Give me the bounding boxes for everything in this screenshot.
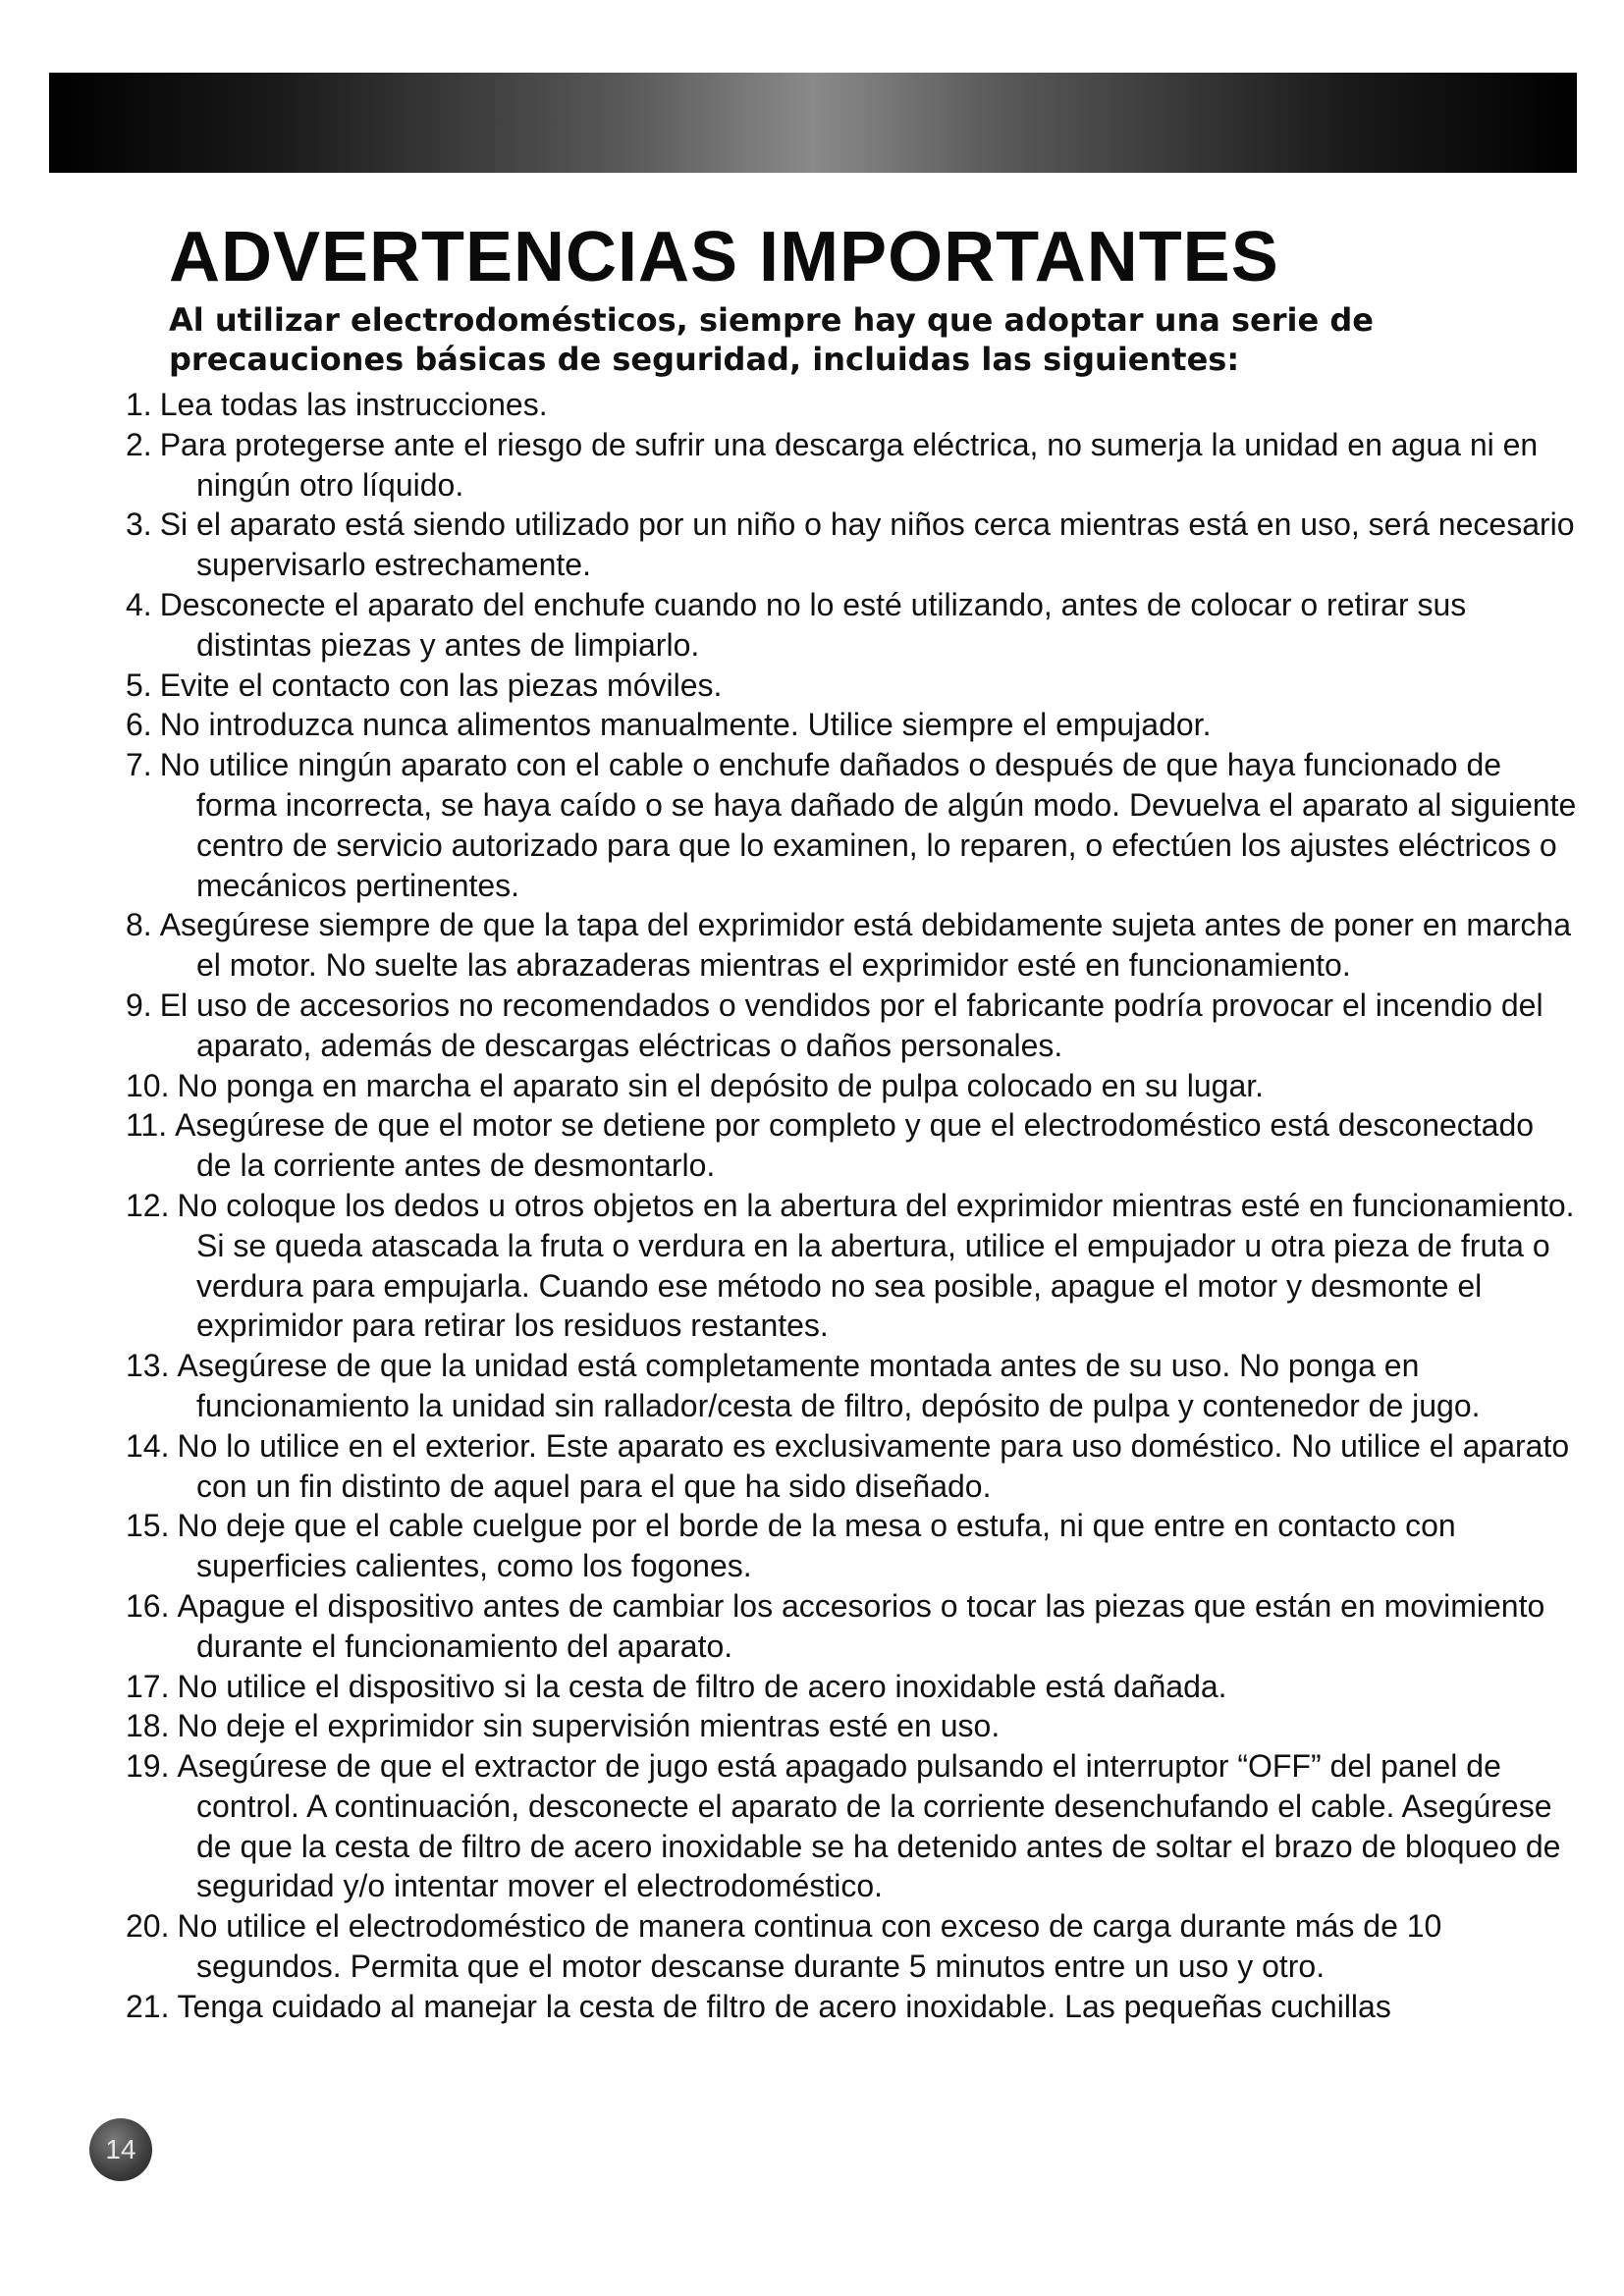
- item-text: No utilice ningún aparato con el cable o enchufe dañados o después de que haya funcionado de forma incorrecta, se haya caído o se haya dañado de algún modo. Devuelva el aparato al siguiente centro de servicio autorizado para que lo examinen, lo reparen, o efectúen los ajustes eléctricos o mecánicos pertinentes.: [159, 747, 1577, 903]
- item-text: Tenga cuidado al manejar la cesta de filtro de acero inoxidable. Las pequeñas cuchillas: [177, 1988, 1391, 2024]
- list-item: [126, 1105, 1577, 1186]
- list-item: [126, 1346, 1577, 1426]
- item-text: No deje el exprimidor sin supervisión mientras esté en uso.: [177, 1708, 1001, 1744]
- item-number: 18.: [126, 1708, 170, 1744]
- list-item: [126, 905, 1577, 986]
- item-number: 5.: [126, 667, 152, 703]
- item-number: 4.: [126, 586, 152, 622]
- item-text: Asegúrese de que la unidad está completamente montada antes de su uso. No ponga en funcionamiento la unidad sin rallador/cesta de filtro, depósito de pulpa y contenedor de jugo.: [177, 1348, 1481, 1423]
- list-item: [126, 1586, 1577, 1667]
- item-text: No coloque los dedos u otros objetos en la abertura del exprimidor mientras esté en funcionamiento. Si se queda atascada la fruta o verdura en la abertura, utilice el empujador u otra pieza de fruta o verdura para empujarla. Cuando ese método no sea posible, apague el motor y desmonte el exprimidor para retirar los residuos restantes.: [177, 1187, 1575, 1344]
- list-item: [126, 986, 1577, 1066]
- item-number: 21.: [126, 1988, 170, 2024]
- item-number: 11.: [126, 1107, 168, 1144]
- item-number: 2.: [126, 426, 152, 462]
- item-number: 19.: [126, 1748, 170, 1785]
- item-number: 17.: [126, 1668, 170, 1704]
- item-text: No utilice el dispositivo si la cesta de filtro de acero inoxidable está dañada.: [177, 1668, 1227, 1704]
- item-number: 3.: [126, 507, 152, 543]
- list-item: [126, 1746, 1577, 1906]
- item-text: El uso de accesorios no recomendados o vendidos por el fabricante podría provocar el incendio del aparato, además de descargas eléctricas o daños personales.: [159, 987, 1543, 1063]
- item-number: 9.: [126, 987, 152, 1023]
- list-item: [126, 1186, 1577, 1346]
- list-item: [126, 385, 1577, 425]
- item-number: 6.: [126, 707, 152, 743]
- item-text: Asegúrese de que el extractor de jugo está apagado pulsando el interruptor “OFF” del panel de control. A continuación, desconecte el aparato de la corriente desenchufando el cable. Asegúrese de que la cesta de filtro de acero inoxidable se ha detenido antes de soltar el brazo de bloqueo de seguridad y/o intentar mover el electrodoméstico.: [177, 1748, 1561, 1904]
- page-title: ADVERTENCIAS IMPORTANTES: [169, 218, 1279, 296]
- list-item: [126, 1667, 1577, 1707]
- item-text: Desconecte el aparato del enchufe cuando no lo esté utilizando, antes de colocar o retirar sus distintas piezas y antes de limpiarlo.: [159, 586, 1467, 663]
- list-item: [126, 1706, 1577, 1746]
- item-number: 7.: [126, 747, 152, 783]
- item-number: 14.: [126, 1427, 170, 1464]
- item-text: No deje que el cable cuelgue por el borde de la mesa o estufa, ni que entre en contacto con superficies calientes, como los fogones.: [177, 1508, 1456, 1584]
- list-item: [126, 666, 1577, 706]
- list-item: [126, 1906, 1577, 1987]
- item-text: Evite el contacto con las piezas móviles.: [159, 667, 723, 703]
- item-text: Asegúrese de que el motor se detiene por completo y que el electrodoméstico está desconectado de la corriente antes de desmontarlo.: [175, 1107, 1535, 1184]
- warnings-list: [126, 385, 1577, 2027]
- item-text: No introduzca nunca alimentos manualmente. Utilice siempre el empujador.: [159, 707, 1212, 743]
- item-number: 8.: [126, 907, 152, 943]
- item-number: 12.: [126, 1187, 170, 1223]
- header-band: [49, 73, 1577, 173]
- intro-text: Al utilizar electrodomésticos, siempre hay que adoptar una serie de precauciones básicas de seguridad, incluidas las siguientes:: [169, 301, 1374, 378]
- item-text: Apague el dispositivo antes de cambiar los accesorios o tocar las piezas que están en movimiento durante el funcionamiento del aparato.: [177, 1587, 1545, 1664]
- page-number-badge: 14: [89, 2118, 152, 2181]
- list-item: [126, 1426, 1577, 1507]
- list-item: [126, 1066, 1577, 1106]
- list-item: [126, 1987, 1577, 2027]
- item-text: No ponga en marcha el aparato sin el depósito de pulpa colocado en su lugar.: [177, 1067, 1265, 1103]
- item-number: 15.: [126, 1508, 170, 1544]
- item-number: 1.: [126, 387, 152, 422]
- item-text: Asegúrese siempre de que la tapa del exprimidor está debidamente sujeta antes de poner en marcha el motor. No suelte las abrazaderas mientras el exprimidor esté en funcionamiento.: [159, 907, 1572, 984]
- list-item: [126, 1506, 1577, 1586]
- item-number: 20.: [126, 1908, 170, 1945]
- item-text: No utilice el electrodoméstico de manera continua con exceso de carga durante más de 10 segundos. Permita que el motor descanse durante 5 minutos entre un uso y otro.: [177, 1908, 1442, 1985]
- item-text: No lo utilice en el exterior. Este aparato es exclusivamente para uso doméstico. No utilice el aparato con un fin distinto de aquel para el que ha sido diseñado.: [177, 1427, 1570, 1504]
- item-text: Para protegerse ante el riesgo de sufrir una descarga eléctrica, no sumerja la unidad en agua ni en ningún otro líquido.: [159, 426, 1539, 503]
- item-number: 13.: [126, 1348, 170, 1384]
- list-item: [126, 505, 1577, 585]
- list-item: [126, 425, 1577, 506]
- list-item: [126, 705, 1577, 745]
- item-text: Si el aparato está siendo utilizado por un niño o hay niños cerca mientras está en uso, será necesario supervisarlo estrechamente.: [159, 507, 1575, 583]
- item-number: 16.: [126, 1587, 170, 1624]
- list-item: [126, 745, 1577, 905]
- list-item: [126, 585, 1577, 666]
- item-number: 10.: [126, 1067, 170, 1103]
- item-text: Lea todas las instrucciones.: [159, 387, 548, 422]
